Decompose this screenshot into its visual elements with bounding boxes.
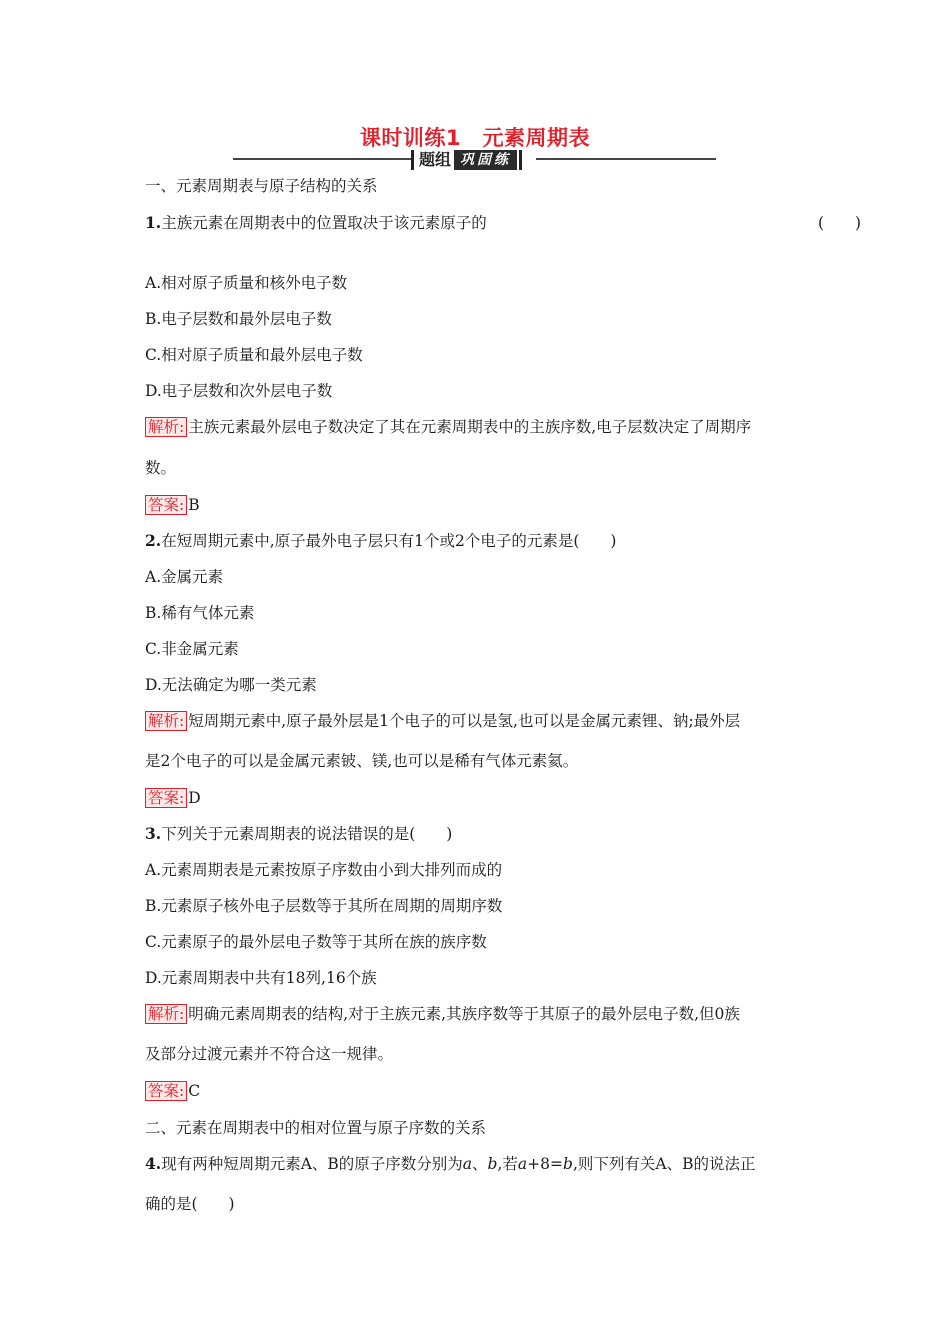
answer bbox=[145, 494, 200, 516]
equation-operator: +8= bbox=[527, 1155, 564, 1173]
option-b: B.稀有气体元素 bbox=[145, 604, 255, 622]
question-stem-end: ,则下列有关A、B的说法正 bbox=[572, 1155, 756, 1173]
option-c: C.非金属元素 bbox=[145, 640, 239, 658]
option-c: C.相对原子质量和最外层电子数 bbox=[145, 346, 363, 364]
question-number: 3. bbox=[145, 824, 162, 843]
question-number: 4. bbox=[145, 1154, 162, 1173]
banner-part1: 题组 bbox=[419, 150, 452, 169]
option-c: C.元素原子的最外层电子数等于其所在族的族序数 bbox=[145, 933, 487, 951]
analysis bbox=[145, 710, 740, 732]
section-banner bbox=[233, 150, 716, 170]
analysis-continued: 数。 bbox=[145, 459, 177, 477]
option-a: A.元素周期表是元素按原子序数由小到大排列而成的 bbox=[145, 861, 503, 879]
separator: 、 bbox=[472, 1155, 488, 1173]
option-a: A.金属元素 bbox=[145, 568, 224, 586]
option-d: D.无法确定为哪一类元素 bbox=[145, 676, 317, 694]
analysis bbox=[145, 416, 751, 438]
answer-blank: ( ) bbox=[818, 214, 862, 232]
answer-value: C bbox=[188, 1082, 201, 1100]
answer bbox=[145, 787, 201, 809]
banner-part2: 巩固练 bbox=[454, 150, 517, 170]
variable-a: a bbox=[462, 1155, 473, 1173]
section-heading-2: 二、元素在周期表中的相对位置与原子序数的关系 bbox=[145, 1119, 487, 1137]
question-stem: 现有两种短周期元素A、B的原子序数分别为 bbox=[161, 1155, 463, 1173]
analysis-continued: 是2个电子的可以是金属元素铍、镁,也可以是稀有气体元素氦。 bbox=[145, 752, 579, 770]
analysis-text: 主族元素最外层电子数决定了其在元素周期表中的主族序数,电子层数决定了周期序 bbox=[188, 418, 752, 436]
section-heading-1: 一、元素周期表与原子结构的关系 bbox=[145, 177, 378, 195]
option-a: A.相对原子质量和核外电子数 bbox=[145, 274, 348, 292]
variable-a: a bbox=[517, 1155, 528, 1173]
banner-label bbox=[411, 150, 522, 170]
question-1 bbox=[145, 212, 487, 234]
analysis-tag: 解析: bbox=[145, 1004, 187, 1024]
analysis-text: 明确元素周期表的结构,对于主族元素,其族序数等于其原子的最外层电子数,但0族 bbox=[188, 1005, 740, 1023]
question-4-continued: 确的是( ) bbox=[145, 1195, 235, 1213]
option-b: B.元素原子核外电子层数等于其所在周期的周期序数 bbox=[145, 897, 503, 915]
question-stem: 主族元素在周期表中的位置取决于该元素原子的 bbox=[161, 214, 487, 232]
question-stem: 下列关于元素周期表的说法错误的是( ) bbox=[161, 825, 453, 843]
question-number: 2. bbox=[145, 531, 162, 550]
page-title: 课时训练1 元素周期表 bbox=[359, 126, 591, 150]
question-number: 1. bbox=[145, 213, 162, 232]
answer-tag: 答案: bbox=[145, 495, 187, 515]
analysis-tag: 解析: bbox=[145, 417, 187, 437]
question-stem-mid: ,若 bbox=[497, 1155, 518, 1173]
question-2 bbox=[145, 530, 616, 552]
answer-tag: 答案: bbox=[145, 1081, 187, 1101]
answer-value: B bbox=[188, 496, 200, 514]
option-d: D.电子层数和次外层电子数 bbox=[145, 382, 333, 400]
banner-rule-left bbox=[233, 158, 413, 160]
option-d: D.元素周期表中共有18列,16个族 bbox=[145, 969, 377, 987]
analysis bbox=[145, 1003, 740, 1025]
analysis-tag: 解析: bbox=[145, 711, 187, 731]
answer bbox=[145, 1080, 200, 1102]
analysis-continued: 及部分过渡元素并不符合这一规律。 bbox=[145, 1045, 394, 1063]
answer-tag: 答案: bbox=[145, 788, 187, 808]
question-4 bbox=[145, 1153, 755, 1175]
option-b: B.电子层数和最外层电子数 bbox=[145, 310, 332, 328]
variable-b: b bbox=[487, 1155, 498, 1173]
question-stem: 在短周期元素中,原子最外电子层只有1个或2个电子的元素是( ) bbox=[161, 532, 617, 550]
analysis-text: 短周期元素中,原子最外层是1个电子的可以是氢,也可以是金属元素锂、钠;最外层 bbox=[188, 712, 741, 730]
answer-value: D bbox=[188, 789, 201, 807]
banner-rule-right bbox=[536, 158, 716, 160]
variable-b: b bbox=[563, 1155, 573, 1173]
question-3 bbox=[145, 823, 452, 845]
